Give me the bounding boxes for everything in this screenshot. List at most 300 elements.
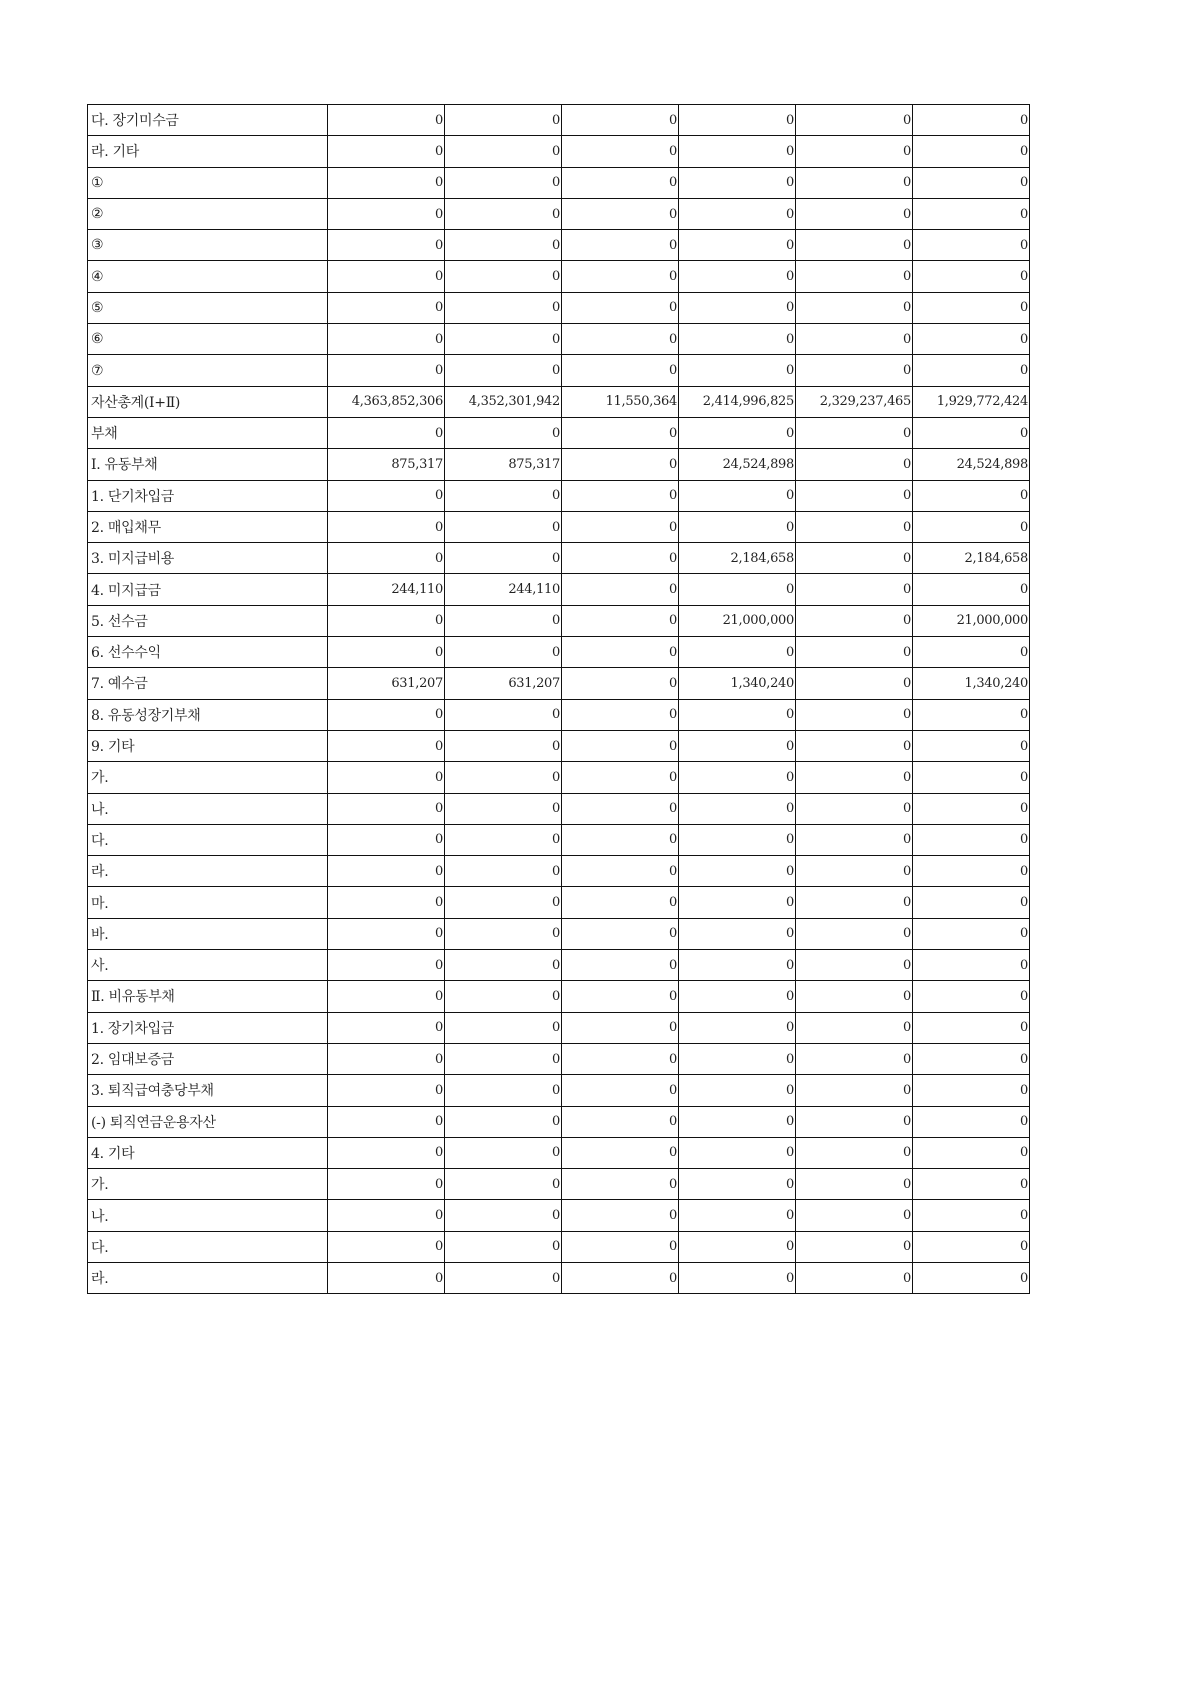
value-cell: 0 [445,824,562,855]
table-row [88,574,1030,605]
value-cell: 0 [562,480,679,511]
value-cell: 0 [679,824,796,855]
value-cell: 0 [445,1200,562,1231]
value-cell: 4,363,852,306 [328,386,445,417]
value-cell: 0 [796,574,913,605]
table-row [88,355,1030,386]
value-cell: 0 [679,105,796,136]
table-row [88,167,1030,198]
value-cell: 0 [679,355,796,386]
value-cell: 0 [913,355,1030,386]
value-cell: 0 [562,198,679,229]
value-cell: 0 [796,918,913,949]
value-cell: 875,317 [328,449,445,480]
row-label: ⑥ [88,324,328,355]
row-label: 라. [88,1262,328,1293]
table-row [88,762,1030,793]
table-row [88,324,1030,355]
value-cell: 0 [328,1012,445,1043]
value-cell: 0 [328,1106,445,1137]
row-label: ③ [88,230,328,261]
value-cell: 0 [445,136,562,167]
value-cell: 0 [562,1043,679,1074]
value-cell: 0 [679,1169,796,1200]
value-cell: 0 [445,292,562,323]
value-cell: 0 [562,1012,679,1043]
value-cell: 0 [562,574,679,605]
row-label: 6. 선수수익 [88,637,328,668]
value-cell: 0 [445,230,562,261]
value-cell: 0 [796,950,913,981]
value-cell: 0 [562,167,679,198]
value-cell: 1,340,240 [679,668,796,699]
row-label: 라. [88,856,328,887]
table-row [88,918,1030,949]
value-cell: 0 [562,136,679,167]
value-cell: 0 [562,637,679,668]
value-cell: 0 [913,793,1030,824]
value-cell: 0 [328,511,445,542]
value-cell: 0 [796,167,913,198]
row-label: ① [88,167,328,198]
value-cell: 0 [445,105,562,136]
value-cell: 0 [328,261,445,292]
row-label: 나. [88,793,328,824]
value-cell: 0 [796,480,913,511]
value-cell: 0 [796,324,913,355]
value-cell: 0 [328,699,445,730]
value-cell: 0 [445,1169,562,1200]
value-cell: 0 [796,668,913,699]
value-cell: 21,000,000 [913,605,1030,636]
value-cell: 0 [913,480,1030,511]
value-cell: 0 [913,730,1030,761]
table-row [88,668,1030,699]
value-cell: 0 [445,261,562,292]
table-row [88,1043,1030,1074]
value-cell: 0 [913,1075,1030,1106]
value-cell: 0 [445,511,562,542]
value-cell: 0 [562,230,679,261]
value-cell: 0 [913,167,1030,198]
value-cell: 0 [562,950,679,981]
value-cell: 0 [562,449,679,480]
value-cell: 0 [445,1231,562,1262]
table-row [88,824,1030,855]
value-cell: 0 [328,292,445,323]
value-cell: 0 [328,230,445,261]
table-row [88,261,1030,292]
value-cell: 0 [445,480,562,511]
value-cell: 0 [796,230,913,261]
row-label: (-) 퇴직연금운용자산 [88,1106,328,1137]
value-cell: 0 [913,324,1030,355]
value-cell: 0 [445,1262,562,1293]
value-cell: 0 [328,887,445,918]
value-cell: 0 [328,793,445,824]
value-cell: 244,110 [328,574,445,605]
value-cell: 0 [796,136,913,167]
row-label: 다. 장기미수금 [88,105,328,136]
value-cell: 0 [679,1043,796,1074]
value-cell: 0 [562,605,679,636]
row-label: 다. [88,1231,328,1262]
row-label: 다. [88,824,328,855]
table-row [88,511,1030,542]
value-cell: 0 [796,1200,913,1231]
row-label: 3. 퇴직급여충당부채 [88,1075,328,1106]
value-cell: 0 [913,1137,1030,1168]
value-cell: 0 [445,793,562,824]
row-label: 4. 미지급금 [88,574,328,605]
value-cell: 0 [445,355,562,386]
value-cell: 0 [679,1262,796,1293]
value-cell: 0 [328,730,445,761]
value-cell: 0 [796,292,913,323]
value-cell: 4,352,301,942 [445,386,562,417]
row-label: 1. 장기차입금 [88,1012,328,1043]
value-cell: 0 [328,856,445,887]
value-cell: 0 [445,1137,562,1168]
value-cell: 0 [562,856,679,887]
value-cell: 0 [796,824,913,855]
value-cell: 0 [796,1106,913,1137]
table-row [88,1231,1030,1262]
value-cell: 0 [679,1106,796,1137]
value-cell: 0 [562,105,679,136]
value-cell: 0 [913,1106,1030,1137]
balance-sheet-table [87,104,1030,1294]
value-cell: 0 [445,1075,562,1106]
value-cell: 0 [328,1169,445,1200]
value-cell: 0 [796,355,913,386]
value-cell: 0 [562,824,679,855]
value-cell: 0 [913,511,1030,542]
value-cell: 0 [445,730,562,761]
value-cell: 0 [913,1012,1030,1043]
value-cell: 0 [796,605,913,636]
value-cell: 0 [679,1200,796,1231]
value-cell: 0 [562,699,679,730]
value-cell: 0 [679,417,796,448]
value-cell: 0 [562,918,679,949]
value-cell: 0 [328,105,445,136]
value-cell: 244,110 [445,574,562,605]
value-cell: 0 [328,637,445,668]
value-cell: 0 [679,1137,796,1168]
value-cell: 0 [796,417,913,448]
value-cell: 0 [562,1262,679,1293]
value-cell: 0 [796,261,913,292]
value-cell: 0 [328,605,445,636]
value-cell: 0 [796,1231,913,1262]
row-label: 3. 미지급비용 [88,543,328,574]
value-cell: 0 [796,699,913,730]
value-cell: 0 [679,324,796,355]
table-row [88,699,1030,730]
value-cell: 0 [679,730,796,761]
value-cell: 0 [562,668,679,699]
table-row [88,793,1030,824]
value-cell: 0 [679,230,796,261]
row-label: 7. 예수금 [88,668,328,699]
value-cell: 0 [328,1075,445,1106]
value-cell: 0 [913,699,1030,730]
table-row [88,730,1030,761]
value-cell: 0 [562,981,679,1012]
table-row [88,230,1030,261]
value-cell: 0 [913,950,1030,981]
value-cell: 0 [328,981,445,1012]
value-cell: 0 [328,480,445,511]
value-cell: 0 [679,136,796,167]
value-cell: 0 [445,324,562,355]
table-row [88,1137,1030,1168]
value-cell: 0 [913,230,1030,261]
value-cell: 0 [913,824,1030,855]
value-cell: 0 [679,856,796,887]
table-row [88,292,1030,323]
value-cell: 0 [913,1043,1030,1074]
value-cell: 0 [913,637,1030,668]
row-label: 나. [88,1200,328,1231]
value-cell: 0 [445,856,562,887]
value-cell: 0 [679,762,796,793]
value-cell: 0 [679,574,796,605]
row-label: 1. 단기차입금 [88,480,328,511]
value-cell: 0 [796,198,913,229]
value-cell: 0 [328,1200,445,1231]
value-cell: 0 [328,543,445,574]
value-cell: 0 [913,136,1030,167]
row-label: 자산총계(Ⅰ+Ⅱ) [88,386,328,417]
value-cell: 0 [796,1043,913,1074]
value-cell: 1,340,240 [913,668,1030,699]
row-label: 마. [88,887,328,918]
value-cell: 0 [328,417,445,448]
value-cell: 0 [796,1262,913,1293]
value-cell: 0 [679,1075,796,1106]
value-cell: 0 [679,887,796,918]
value-cell: 0 [328,918,445,949]
value-cell: 0 [913,105,1030,136]
value-cell: 0 [679,637,796,668]
row-label: 가. [88,762,328,793]
balance-sheet-body [88,105,1030,1294]
value-cell: 0 [679,167,796,198]
table-row [88,1106,1030,1137]
value-cell: 0 [913,198,1030,229]
value-cell: 0 [328,1043,445,1074]
row-label: 9. 기타 [88,730,328,761]
value-cell: 0 [328,167,445,198]
row-label: 2. 임대보증금 [88,1043,328,1074]
row-label: 5. 선수금 [88,605,328,636]
value-cell: 0 [913,856,1030,887]
value-cell: 0 [679,793,796,824]
table-row [88,198,1030,229]
value-cell: 0 [328,762,445,793]
value-cell: 0 [445,950,562,981]
row-label: ② [88,198,328,229]
value-cell: 0 [562,1137,679,1168]
table-row [88,136,1030,167]
value-cell: 0 [679,918,796,949]
value-cell: 0 [562,417,679,448]
table-row [88,1012,1030,1043]
value-cell: 2,184,658 [913,543,1030,574]
value-cell: 0 [445,543,562,574]
value-cell: 0 [328,136,445,167]
value-cell: 0 [796,981,913,1012]
value-cell: 0 [562,793,679,824]
value-cell: 0 [445,1012,562,1043]
value-cell: 0 [796,1075,913,1106]
table-row [88,449,1030,480]
value-cell: 0 [913,417,1030,448]
row-label: 2. 매입채무 [88,511,328,542]
value-cell: 2,414,996,825 [679,386,796,417]
value-cell: 0 [796,637,913,668]
value-cell: 0 [796,1137,913,1168]
value-cell: 631,207 [445,668,562,699]
value-cell: 0 [679,950,796,981]
value-cell: 0 [328,198,445,229]
row-label: Ⅰ. 유동부채 [88,449,328,480]
row-label: 사. [88,950,328,981]
value-cell: 0 [913,981,1030,1012]
table-row [88,1075,1030,1106]
value-cell: 0 [913,261,1030,292]
value-cell: 0 [328,950,445,981]
value-cell: 0 [679,1231,796,1262]
value-cell: 875,317 [445,449,562,480]
value-cell: 0 [445,1106,562,1137]
row-label: Ⅱ. 비유동부채 [88,981,328,1012]
value-cell: 0 [562,543,679,574]
value-cell: 0 [796,511,913,542]
value-cell: 0 [679,480,796,511]
table-row [88,950,1030,981]
row-label: ⑤ [88,292,328,323]
value-cell: 0 [445,918,562,949]
row-label: 바. [88,918,328,949]
table-row [88,605,1030,636]
value-cell: 0 [796,856,913,887]
value-cell: 0 [562,511,679,542]
value-cell: 0 [562,261,679,292]
value-cell: 0 [796,105,913,136]
row-label: 부채 [88,417,328,448]
table-row [88,543,1030,574]
value-cell: 0 [679,261,796,292]
table-row [88,887,1030,918]
value-cell: 0 [913,887,1030,918]
value-cell: 0 [679,292,796,323]
table-row [88,1200,1030,1231]
value-cell: 0 [796,887,913,918]
value-cell: 11,550,364 [562,386,679,417]
value-cell: 0 [913,1231,1030,1262]
value-cell: 0 [913,1169,1030,1200]
value-cell: 0 [562,1169,679,1200]
table-row [88,856,1030,887]
value-cell: 0 [679,198,796,229]
value-cell: 0 [562,324,679,355]
value-cell: 0 [445,762,562,793]
value-cell: 0 [445,167,562,198]
value-cell: 0 [562,762,679,793]
value-cell: 0 [796,1012,913,1043]
value-cell: 2,184,658 [679,543,796,574]
value-cell: 0 [562,730,679,761]
value-cell: 0 [328,824,445,855]
value-cell: 0 [679,699,796,730]
value-cell: 24,524,898 [913,449,1030,480]
value-cell: 0 [445,637,562,668]
table-row [88,637,1030,668]
table-row [88,1169,1030,1200]
value-cell: 0 [913,918,1030,949]
value-cell: 0 [328,1262,445,1293]
value-cell: 0 [562,355,679,386]
table-row [88,386,1030,417]
row-label: 8. 유동성장기부채 [88,699,328,730]
value-cell: 0 [445,887,562,918]
value-cell: 0 [562,1231,679,1262]
value-cell: 0 [445,1043,562,1074]
value-cell: 0 [796,730,913,761]
value-cell: 0 [328,1231,445,1262]
table-row [88,480,1030,511]
value-cell: 0 [913,292,1030,323]
value-cell: 0 [562,1106,679,1137]
row-label: ⑦ [88,355,328,386]
value-cell: 0 [562,1200,679,1231]
table-row [88,981,1030,1012]
value-cell: 0 [913,1262,1030,1293]
table-row [88,417,1030,448]
value-cell: 0 [445,417,562,448]
row-label: 라. 기타 [88,136,328,167]
value-cell: 0 [679,981,796,1012]
value-cell: 0 [796,449,913,480]
table-row [88,105,1030,136]
row-label: 가. [88,1169,328,1200]
value-cell: 0 [913,574,1030,605]
row-label: 4. 기타 [88,1137,328,1168]
value-cell: 1,929,772,424 [913,386,1030,417]
value-cell: 24,524,898 [679,449,796,480]
value-cell: 0 [328,324,445,355]
value-cell: 0 [562,887,679,918]
value-cell: 0 [679,1012,796,1043]
value-cell: 0 [913,1200,1030,1231]
value-cell: 0 [445,981,562,1012]
value-cell: 0 [913,762,1030,793]
value-cell: 0 [562,1075,679,1106]
value-cell: 0 [679,511,796,542]
value-cell: 631,207 [328,668,445,699]
value-cell: 21,000,000 [679,605,796,636]
value-cell: 0 [445,605,562,636]
value-cell: 2,329,237,465 [796,386,913,417]
value-cell: 0 [562,292,679,323]
value-cell: 0 [328,1137,445,1168]
row-label: ④ [88,261,328,292]
table-row [88,1262,1030,1293]
value-cell: 0 [796,793,913,824]
